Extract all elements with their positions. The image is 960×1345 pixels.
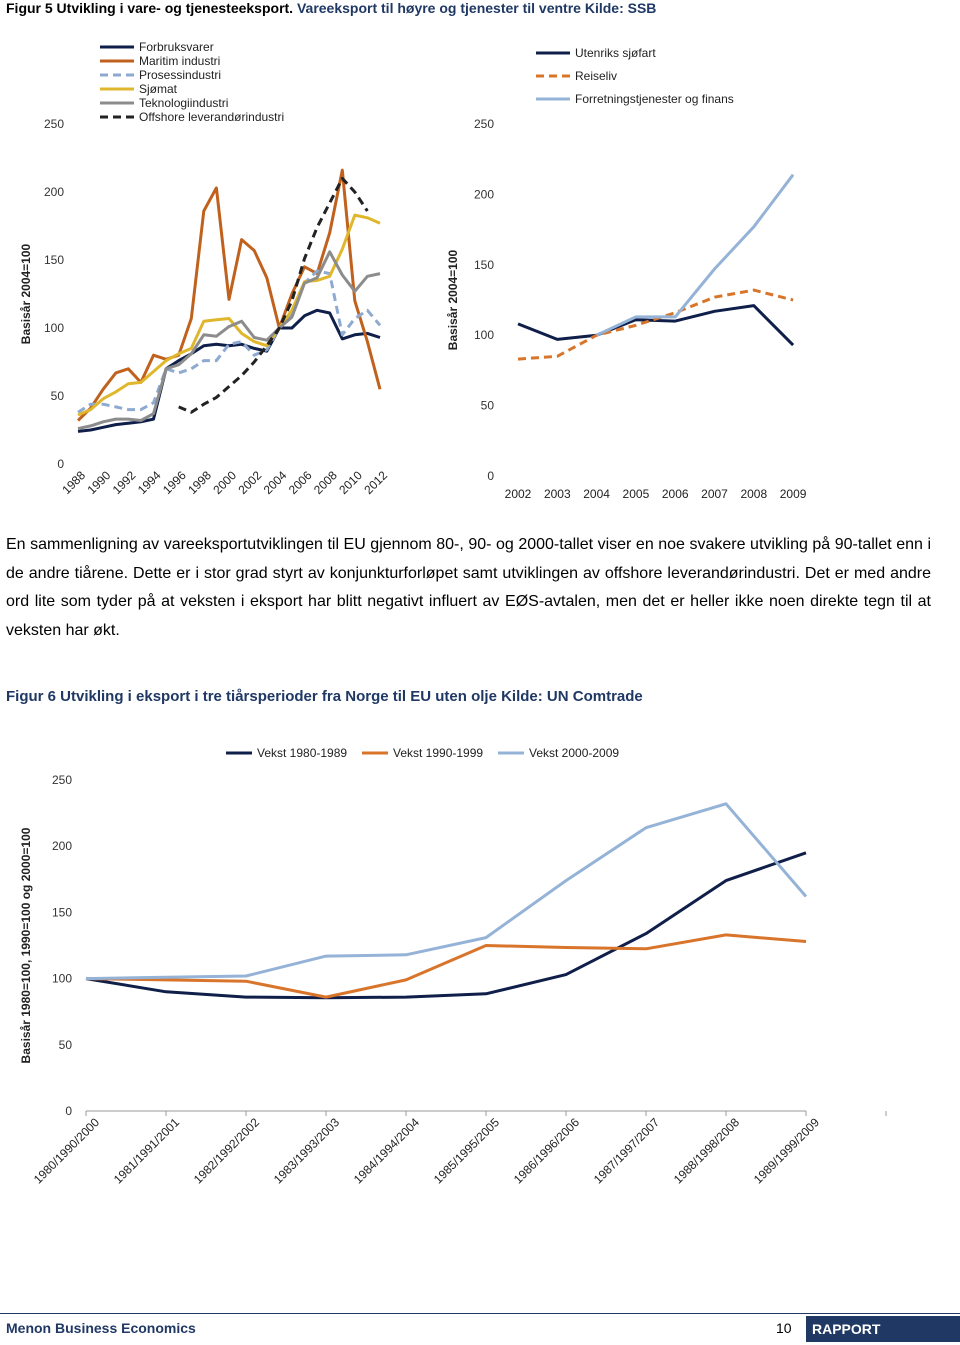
y-tick-label: 250 xyxy=(43,117,64,131)
series-line-2 xyxy=(518,290,793,359)
series-line-5 xyxy=(78,252,380,429)
legend-label-2: Maritim industri xyxy=(139,54,221,68)
x-tick-label: 1986/1996/2006 xyxy=(510,1115,583,1187)
x-tick-label: 1996 xyxy=(160,468,189,498)
legend-label-2: Reiseliv xyxy=(575,69,618,83)
x-tick-label: 2010 xyxy=(336,468,365,498)
x-tick-label: 1984/1994/2004 xyxy=(350,1115,423,1187)
y-tick-label: 0 xyxy=(57,457,64,471)
legend-label-1: Vekst 1980-1989 xyxy=(257,746,348,760)
figure-5-title-rest: Vareeksport til høyre og tjenester til ventre Kilde: SSB xyxy=(296,0,657,16)
y-tick-label: 150 xyxy=(51,905,72,920)
x-tick-label: 2006 xyxy=(285,468,315,498)
legend-label-1: Utenriks sjøfart xyxy=(575,46,656,60)
x-tick-label: 2002 xyxy=(235,468,265,498)
series-line-4 xyxy=(78,215,380,415)
x-tick-label: 1994 xyxy=(134,468,164,498)
y-tick-label: 50 xyxy=(50,389,64,403)
x-tick-label: 2012 xyxy=(361,468,391,498)
figure-5-title-main: Figur 5 Utvikling i vare- og tjenesteeksport. xyxy=(6,0,294,16)
y-tick-label: 0 xyxy=(65,1104,72,1118)
x-tick-label: 1988/1998/2008 xyxy=(670,1115,743,1187)
chart-goods-services-left xyxy=(0,36,400,516)
x-tick-label: 1992 xyxy=(109,468,139,498)
x-tick-label: 1998 xyxy=(185,468,214,498)
x-tick-label: 1987/1997/2007 xyxy=(590,1115,663,1187)
x-tick-label: 2005 xyxy=(622,487,650,501)
x-tick-label: 2004 xyxy=(583,487,610,501)
legend-label-3: Vekst 2000-2009 xyxy=(529,746,620,760)
x-tick-label: 2007 xyxy=(701,487,728,501)
legend-label-2: Vekst 1990-1999 xyxy=(393,746,484,760)
y-tick-label: 100 xyxy=(473,328,494,343)
y-tick-label: 200 xyxy=(51,839,72,854)
y-tick-label: 200 xyxy=(473,187,494,202)
series-line-1 xyxy=(518,306,793,346)
y-tick-label: 150 xyxy=(473,257,494,272)
series-line-2 xyxy=(86,935,806,997)
footer-company: Menon Business Economics xyxy=(6,1320,196,1336)
x-tick-label: 1981/1991/2001 xyxy=(110,1115,183,1187)
y-axis-label: Basisår 1980=100, 1990=100 og 2000=100 xyxy=(19,827,33,1064)
x-tick-label: 2006 xyxy=(661,487,689,501)
x-tick-label: 2004 xyxy=(260,468,290,498)
x-tick-label: 1982/1992/2002 xyxy=(190,1115,263,1187)
legend-label-1: Forbruksvarer xyxy=(139,40,214,54)
footer-page-number: 10 xyxy=(776,1320,792,1336)
chart-services-right xyxy=(448,36,960,516)
legend-label-5: Teknologiindustri xyxy=(139,96,229,110)
y-tick-label: 250 xyxy=(51,773,72,787)
x-tick-label: 2008 xyxy=(740,487,768,501)
series-line-3 xyxy=(86,804,806,979)
series-line-3 xyxy=(597,175,794,336)
x-tick-label: 1983/1993/2003 xyxy=(270,1115,343,1187)
x-tick-label: 2000 xyxy=(210,468,240,498)
y-axis-label: Basisår 2004=100 xyxy=(446,249,460,351)
x-tick-label: 1985/1995/2005 xyxy=(430,1115,503,1187)
x-tick-label: 2008 xyxy=(311,468,340,498)
legend-label-3: Prosessindustri xyxy=(139,68,222,82)
body-paragraph: En sammenligning av vareeksportutviklingen til EU gjennom 80-, 90- og 2000-tallet viser en noe svakere utvikling på 90-tallet enn i de andre tiårene. Dette er i stor grad styrt av konjunkturforløpet samt utviklingen av offshore leverandørindustri. Det er med andre ord lite som tyder på at veksten i eksport har blitt negativt influert av EØS-avtalen, men det er heller ikke noen direkte tegn til at veksten har økt. xyxy=(6,536,931,639)
series-line-6 xyxy=(179,178,368,412)
y-tick-label: 250 xyxy=(473,117,494,131)
y-tick-label: 50 xyxy=(58,1037,72,1052)
y-tick-label: 50 xyxy=(480,398,494,413)
y-axis-label: Basisår 2004=100 xyxy=(19,243,33,345)
chart-export-decades xyxy=(0,735,960,1205)
footer-report-label: RAPPORT xyxy=(806,1316,960,1342)
y-tick-label: 200 xyxy=(43,185,64,199)
legend-label-3: Forretningstjenester og finans xyxy=(575,92,734,106)
x-tick-label: 2002 xyxy=(504,487,532,501)
x-tick-label: 1990 xyxy=(84,468,114,498)
y-tick-label: 100 xyxy=(43,321,64,335)
x-tick-label: 1980/1990/2000 xyxy=(30,1115,103,1187)
y-tick-label: 100 xyxy=(51,971,72,986)
legend-label-4: Sjømat xyxy=(139,82,178,96)
y-tick-label: 150 xyxy=(43,253,64,267)
y-tick-label: 0 xyxy=(487,469,494,483)
footer-rule xyxy=(0,1313,960,1314)
x-tick-label: 1988 xyxy=(59,468,89,498)
figure-6-title: Figur 6 Utvikling i eksport i tre tiårsperioder fra Norge til EU uten olje Kilde: UN Comtrade xyxy=(6,688,643,705)
figure-5-title xyxy=(6,0,656,16)
x-tick-label: 2009 xyxy=(779,487,807,501)
x-tick-label: 1989/1999/2009 xyxy=(750,1115,823,1187)
x-tick-label: 2003 xyxy=(543,487,571,501)
legend-label-6: Offshore leverandørindustri xyxy=(139,110,285,124)
